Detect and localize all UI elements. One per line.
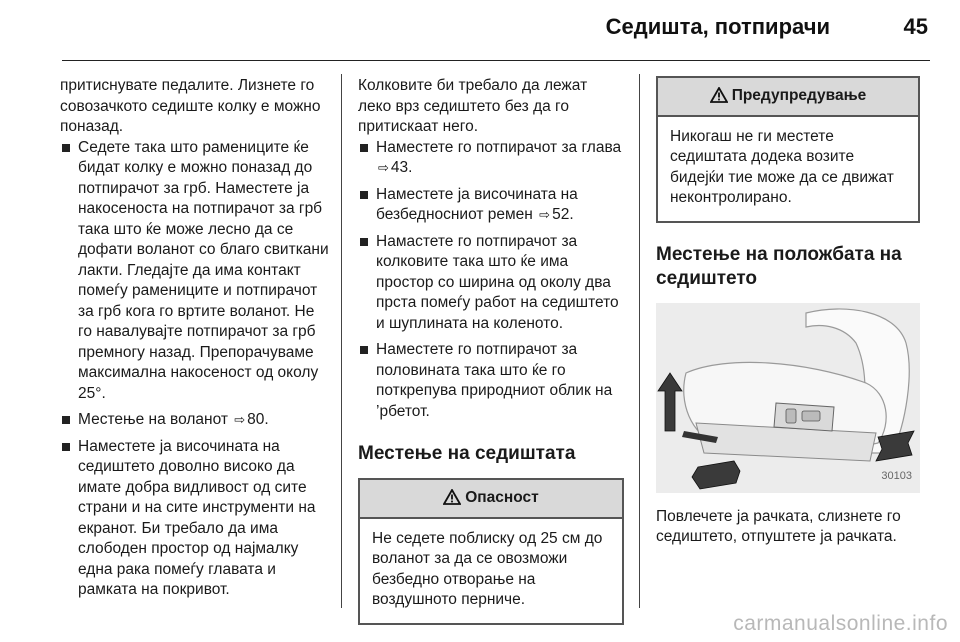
figure-caption: Повлечете ја рачката, слизнете го седиштето, отпуштете ја рачката. xyxy=(656,507,901,545)
warning-notice xyxy=(656,76,920,223)
bullet-square-icon xyxy=(360,144,368,152)
page-reference-arrow-icon: ⇨ xyxy=(539,207,551,222)
seat-adjustment-illustration xyxy=(656,303,920,493)
warning-triangle-icon xyxy=(710,87,728,103)
list-item xyxy=(358,138,624,179)
figure-id: 30103 xyxy=(881,470,912,482)
page-reference[interactable]: 80. xyxy=(247,411,269,428)
column-divider-left xyxy=(341,74,342,608)
list-item-text: Наместете ја височината на безбедносниот ремен xyxy=(376,185,578,223)
list-item-text: Местење на воланот xyxy=(78,411,233,428)
list-item xyxy=(358,185,624,226)
seat-drawing xyxy=(656,303,920,493)
section-heading-seat-adjustment: Местење на седиштата xyxy=(358,443,576,464)
bullet-square-icon xyxy=(360,191,368,199)
list-item xyxy=(358,340,624,422)
danger-notice xyxy=(358,478,624,625)
bullet-square-icon xyxy=(62,443,70,451)
header-divider xyxy=(62,60,930,61)
danger-notice-text: Не седете поблиску од 25 см до воланот за да се овозможи безбедно отворање на воздушното перниче. xyxy=(372,529,603,608)
list-item-text: Наместете го потпирачот за половината така што ќе го поткрепува природниот облик на ’рбетот. xyxy=(376,341,613,420)
column-2 xyxy=(358,76,624,625)
warning-notice-text: Никогаш не ги местете седиштата додека возите бидејќи тие може да се движат неконтролирано. xyxy=(670,127,894,206)
page-reference[interactable]: 43. xyxy=(390,159,413,176)
column-1 xyxy=(60,76,332,607)
list-item-text: Седете така што рамениците ќе бидат колку е можно поназад до потпирачот за грб. Наместете ја накосеноста на потпирачот за грб така што ќе може лесно да се дофати воланот со благо свиткани лакти. Гледајте да има контакт помеѓу рамениците и потпирачот за грб кога го вртите воланот. Не го навалувајте потпирачот за грб премногу назад. Препорачуваме максимална накосеност од околу 25°. xyxy=(78,138,329,402)
list-item xyxy=(60,437,332,601)
list-item xyxy=(358,232,624,335)
page-number: 45 xyxy=(903,14,928,39)
page-reference[interactable]: 52. xyxy=(552,206,574,223)
list-item-text: Наместете го потпирачот за глава xyxy=(376,138,622,156)
watermark: carmanualsonline.info xyxy=(733,612,948,635)
section-heading-seat-position: Местење на положбата на седиштето xyxy=(656,243,902,289)
list-item xyxy=(60,410,332,431)
danger-notice-header xyxy=(360,480,622,519)
list-item xyxy=(60,138,332,405)
bullet-square-icon xyxy=(360,346,368,354)
page-reference-arrow-icon: ⇨ xyxy=(234,412,246,427)
danger-notice-title: Опасност xyxy=(465,489,539,506)
col2-intro-text: Колковите би требало да лежат леко врз седиштето без да го притискаат него. xyxy=(358,77,588,135)
warning-notice-header xyxy=(658,78,918,117)
warning-notice-title: Предупредување xyxy=(731,87,867,104)
page-title: Седишта, потпирачи xyxy=(605,14,830,39)
column-3 xyxy=(656,76,920,548)
column-divider-right xyxy=(639,74,640,608)
page-reference-arrow-icon: ⇨ xyxy=(378,160,389,175)
list-item-text: Намастете го потпирачот за колковите така што ќе има простор со ширина од околу два прста помеѓу работ на седиштето и шуплината на коленото. xyxy=(376,232,619,332)
list-item-text: Наместете ја височината на седиштето доволно високо да имате добра видливост од сите страни и на сите инструменти на екранот. Би требало да има слободен простор од најмалку една рака помеѓу главата и рамката на покривот. xyxy=(78,437,316,598)
bullet-square-icon xyxy=(62,416,70,424)
bullet-square-icon xyxy=(360,238,368,246)
warning-triangle-icon xyxy=(443,489,461,505)
col1-intro-text: притиснувате педалите. Лизнете го совозачкото седиште колку е можно поназад. xyxy=(60,77,321,135)
bullet-square-icon xyxy=(62,144,70,152)
